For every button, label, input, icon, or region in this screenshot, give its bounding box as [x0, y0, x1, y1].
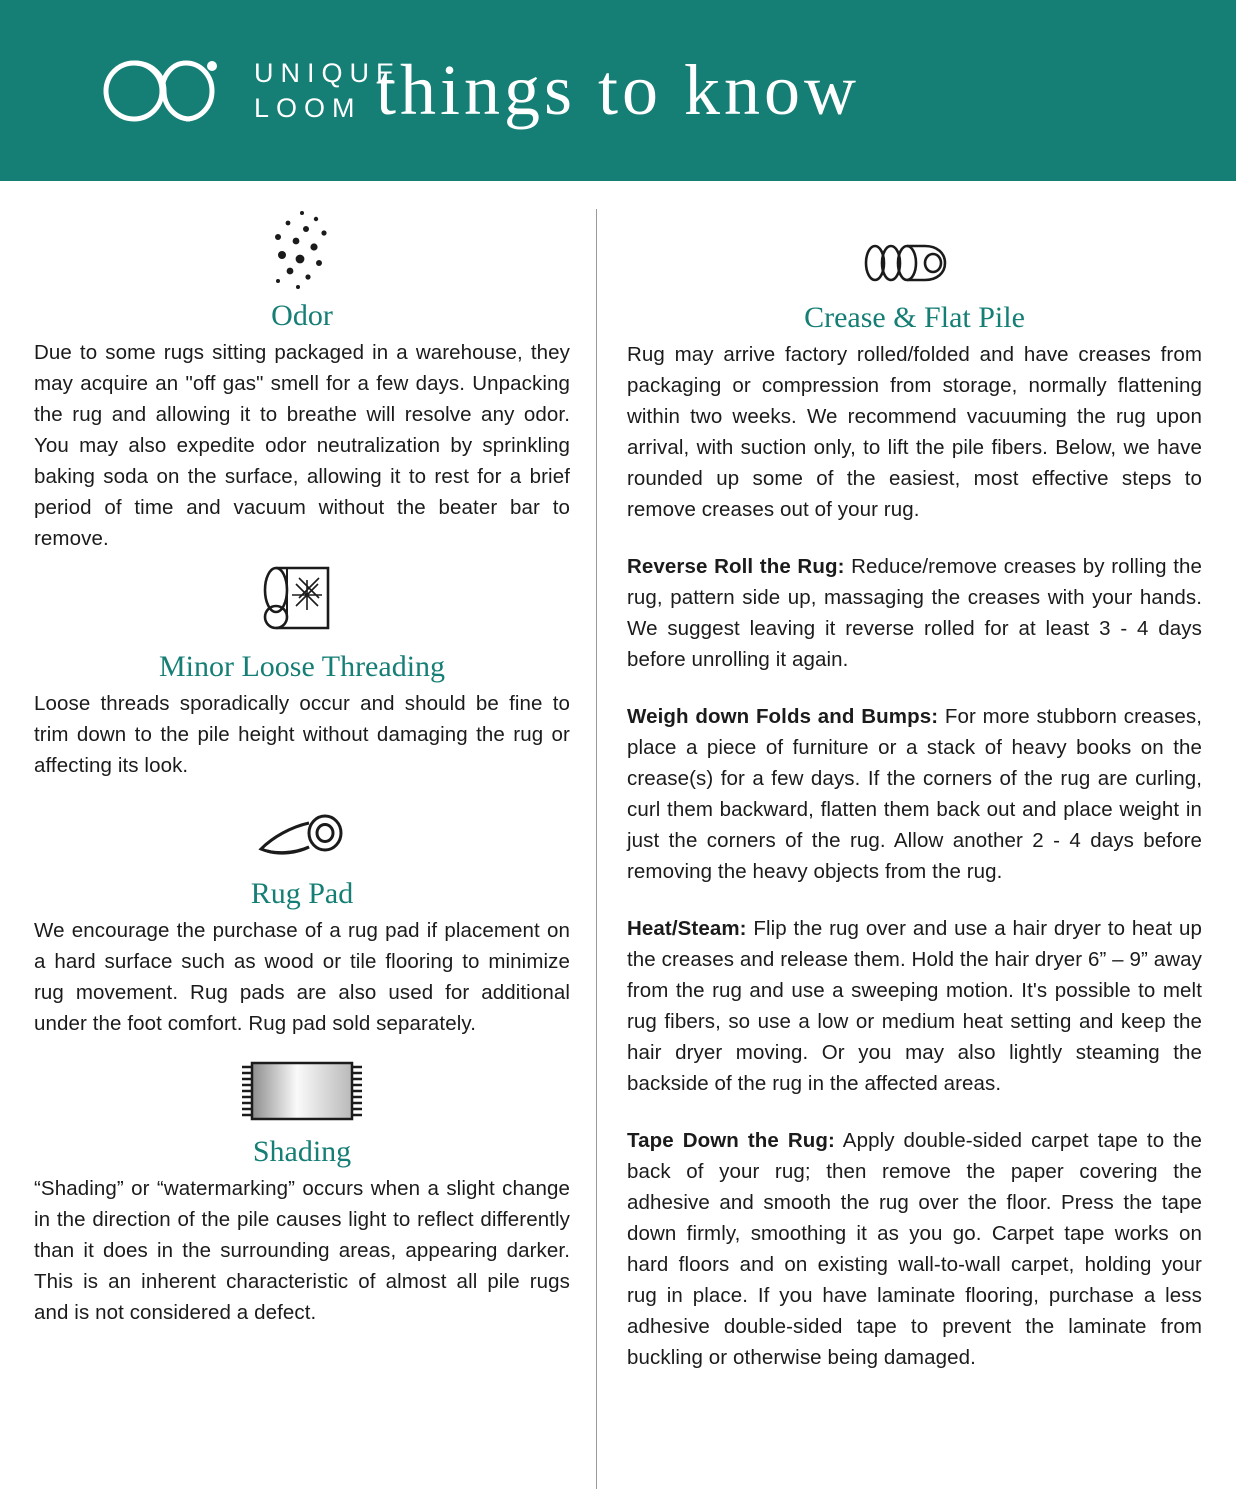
- left-column: [34, 203, 596, 1500]
- tip-lead: Heat/Steam:: [627, 917, 747, 940]
- tip-text: Flip the rug over and use a hair dryer to heat up the creases and release them. Hold the hair dryer 6” – 9” away from the rug and use a sweeping motion. It's possible to melt rug fibers, so use a low or medium heat setting and keep the hair dryer moving. Or you may also lightly steaming the backside of the rug in the affected areas.: [627, 917, 1202, 1095]
- tip-weigh-down: [627, 701, 1202, 887]
- tip-reverse-roll: [627, 551, 1202, 675]
- tip-lead: Reverse Roll the Rug:: [627, 555, 845, 578]
- brand-wordmark: [254, 56, 401, 125]
- odor-particles-icon: [34, 203, 570, 295]
- section-title-minor-loose-threading: Minor Loose Threading: [158, 650, 446, 683]
- rolled-rug-icon: [34, 554, 570, 646]
- tip-tape-down: [627, 1125, 1202, 1373]
- right-column: [597, 203, 1202, 1500]
- tip-text: For more stubborn creases, place a piece of furniture or a stack of heavy books on the crease(s) for a few days. If the corners of the rug are curling, curl them backward, flatten them back out and place weight in just the corners of the rug. Allow another 2 - 4 days before removing the heavy objects from the rug.: [627, 705, 1202, 883]
- rug-pad-roll-icon: [34, 781, 570, 873]
- rolled-carpet-icon: [627, 203, 1202, 295]
- section-text-minor-loose-threading: Loose threads sporadically occur and should be fine to trim down to the pile height without damaging the rug or affecting its look.: [34, 692, 570, 777]
- shaded-rug-icon: [34, 1039, 570, 1131]
- tip-text: Apply double-sided carpet tape to the back of your rug; then remove the paper covering the adhesive and smooth the rug over the floor. Press the tape down firmly, smoothing it as you go. Carpet tape works on hard floors and on existing wall-to-wall carpet, holding your rug in place. If you have laminate flooring, purchase a less adhesive double-sided tape to prevent the laminate from buckling or otherwise being damaged.: [627, 1129, 1202, 1369]
- tip-text: Reduce/remove creases by rolling the rug, pattern side up, massaging the creases with your hands. We suggest leaving it reverse rolled for at least 3 - 4 days before unrolling it again.: [627, 555, 1203, 671]
- tip-lead: Weigh down Folds and Bumps:: [627, 705, 939, 728]
- page-title: things to know: [375, 50, 861, 130]
- section-text-rug-pad: We encourage the purchase of a rug pad if placement on a hard surface such as wood or tile flooring to minimize rug movement. Rug pads are also used for additional under the foot comfort. Rug pad sold separately.: [34, 919, 570, 1035]
- infinity-loom-logo-icon: [96, 52, 236, 130]
- section-title-crease-flat-pile: Crease & Flat Pile: [804, 301, 1025, 334]
- section-title-shading: Shading: [252, 1135, 352, 1168]
- section-text-odor: Due to some rugs sitting packaged in a warehouse, they may acquire an "off gas" smell for a few days. Unpacking the rug and allowing it to breathe will resolve any odor. You may also expedite odor neutralization by sprinkling baking soda on the surface, allowing it to rest for a brief period of time and vacuum without the beater bar to remove.: [34, 341, 570, 550]
- section-title-rug-pad: Rug Pad: [250, 877, 354, 910]
- section-title-odor: Odor: [271, 299, 333, 332]
- tip-heat-steam: [627, 913, 1202, 1099]
- page-header: [0, 0, 1236, 181]
- tip-lead: Tape Down the Rug:: [627, 1129, 835, 1152]
- section-text-shading: “Shading” or “watermarking” occurs when a slight change in the direction of the pile causes light to reflect differently than it does in the surrounding areas, appearing darker. This is an inherent characteristic of almost all pile rugs and is not considered a defect.: [34, 1177, 570, 1324]
- brand-line-2: LOOM: [254, 92, 362, 123]
- section-text-crease-intro: Rug may arrive factory rolled/folded and have creases from packaging or compression from storage, normally flattening within two weeks. We recommend vacuuming the rug upon arrival, with suction only, to lift the pile fibers. Below, we have rounded up some of the easiest, most effective steps to remove creases out of your rug.: [627, 343, 1202, 521]
- content-columns: [0, 181, 1236, 1500]
- brand-lockup: [96, 52, 401, 130]
- brand-line-1: UNIQUE: [254, 57, 402, 88]
